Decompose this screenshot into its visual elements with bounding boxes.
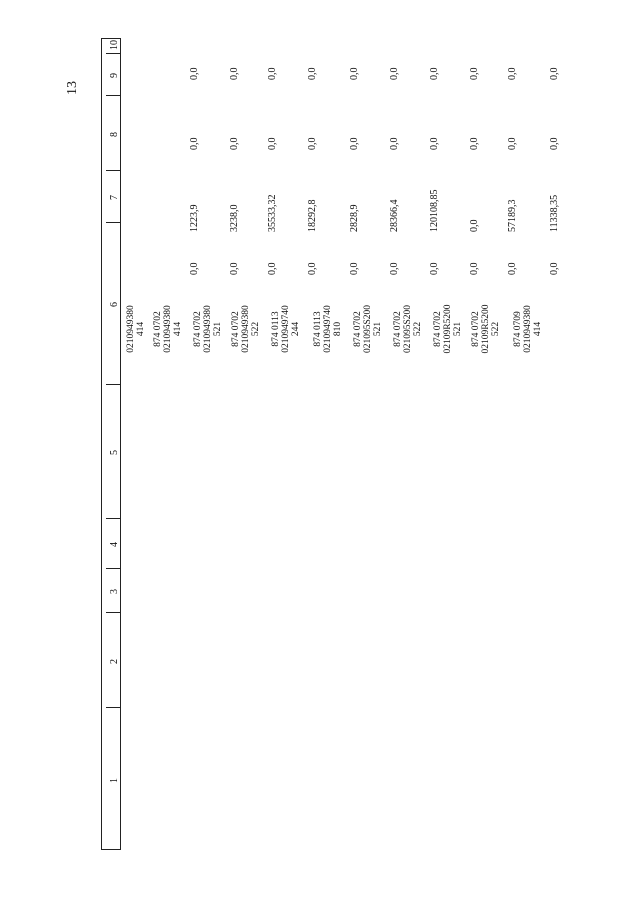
budget-code-line: 522	[413, 321, 424, 337]
budget-code-cell	[393, 286, 424, 372]
value-cell-col8: 11338,35	[549, 194, 560, 232]
budget-code-line: 0210949380	[523, 305, 534, 353]
budget-code-line: 874 0702	[433, 311, 443, 347]
budget-code-line: 0210949740	[323, 305, 334, 353]
page-number: 13	[65, 81, 80, 95]
budget-code-cell	[353, 286, 384, 372]
budget-code-line: 521	[213, 321, 224, 337]
value-cell-col9: 0,0	[349, 137, 360, 150]
value-cell-col9: 0,0	[189, 137, 200, 150]
budget-code-cell	[126, 286, 146, 372]
budget-code-line: 414	[136, 321, 147, 337]
value-cell-col9: 0,0	[307, 137, 318, 150]
budget-code-line: 02109R5200	[481, 304, 492, 354]
value-cell-col8: 3238,0	[229, 204, 240, 232]
column-header: 10	[109, 39, 120, 50]
column-divider	[106, 384, 120, 385]
budget-code-cell	[271, 286, 302, 372]
budget-code-line: 874 0702	[353, 311, 363, 347]
value-cell-col10: 0,0	[349, 67, 360, 80]
column-divider	[106, 518, 120, 519]
budget-code-line: 0210949740	[281, 305, 292, 353]
value-cell-col10: 0,0	[389, 67, 400, 80]
value-cell-col9: 0,0	[229, 137, 240, 150]
value-cell-col8: 0,0	[469, 219, 480, 232]
budget-code-line: 0210949380	[241, 305, 252, 353]
budget-code-cell	[153, 286, 184, 372]
value-cell-col7: 0,0	[307, 262, 318, 275]
value-cell-col7: 0,0	[349, 262, 360, 275]
value-cell-col9: 0,0	[389, 137, 400, 150]
value-cell-col9: 0,0	[549, 137, 560, 150]
budget-code-line: 874 0113	[271, 311, 281, 347]
budget-code-line: 021095S200	[363, 304, 374, 354]
value-cell-col8: 18292,8	[307, 199, 318, 232]
budget-code-line: 414	[173, 321, 184, 337]
budget-code-cell	[471, 286, 502, 372]
column-header: 6	[109, 302, 120, 307]
value-cell-col9: 0,0	[469, 137, 480, 150]
budget-code-line: 521	[373, 321, 384, 337]
budget-code-line: 02109R5200	[443, 304, 454, 354]
budget-code-cell	[231, 286, 262, 372]
value-cell-col7: 0,0	[429, 262, 440, 275]
value-cell-col7: 0,0	[469, 262, 480, 275]
budget-code-line: 874 0702	[471, 311, 481, 347]
budget-code-line: 0210949380	[203, 305, 214, 353]
column-header: 9	[109, 73, 120, 78]
column-divider	[106, 170, 120, 171]
column-divider	[106, 95, 120, 96]
value-cell-col10: 0,0	[549, 67, 560, 80]
column-header: 2	[109, 658, 120, 664]
column-divider	[106, 222, 120, 223]
value-cell-col10: 0,0	[307, 67, 318, 80]
budget-code-line: 874 0702	[231, 311, 241, 347]
value-cell-col9: 0,0	[267, 137, 278, 150]
column-divider	[106, 53, 120, 54]
value-cell-col10: 0,0	[469, 67, 480, 80]
column-header: 5	[109, 450, 120, 455]
budget-code-line: 874 0709	[513, 311, 523, 347]
budget-code-cell	[513, 286, 544, 372]
budget-code-line: 874 0702	[393, 311, 403, 347]
value-cell-col8: 120108,85	[429, 189, 440, 232]
budget-code-line: 522	[251, 321, 262, 337]
budget-code-cell	[193, 286, 224, 372]
budget-code-line: 021095S200	[403, 304, 414, 354]
value-cell-col8: 1223,9	[189, 204, 200, 232]
budget-code-cell	[313, 286, 344, 372]
column-header: 7	[109, 195, 120, 200]
budget-code-line: 244	[291, 321, 302, 337]
value-cell-col7: 0,0	[229, 262, 240, 275]
budget-code-line: 874 0113	[313, 311, 323, 347]
budget-code-cell	[433, 286, 464, 372]
budget-code-line: 874 0702	[193, 311, 203, 347]
column-header: 3	[109, 589, 120, 594]
value-cell-col8: 2828,9	[349, 204, 360, 232]
value-cell-col7: 0,0	[389, 262, 400, 275]
value-cell-col7: 0,0	[507, 262, 518, 275]
budget-code-line: 521	[453, 321, 464, 337]
budget-code-line: 0210949380	[126, 305, 136, 353]
column-divider	[106, 707, 120, 708]
value-cell-col9: 0,0	[507, 137, 518, 150]
value-cell-col10: 0,0	[507, 67, 518, 80]
value-cell-col8: 57189,3	[507, 199, 518, 232]
value-cell-col8: 28366,4	[389, 199, 400, 232]
value-cell-col7: 0,0	[549, 262, 560, 275]
budget-code-line: 522	[491, 321, 502, 337]
value-cell-col10: 0,0	[229, 67, 240, 80]
value-cell-col9: 0,0	[429, 137, 440, 150]
value-cell-col10: 0,0	[429, 67, 440, 80]
value-cell-col10: 0,0	[189, 67, 200, 80]
budget-code-line: 874 0702	[153, 311, 163, 347]
column-divider	[106, 612, 120, 613]
budget-code-line: 414	[533, 321, 544, 337]
budget-code-line: 0210949380	[163, 305, 174, 353]
budget-code-line: 810	[333, 321, 344, 337]
column-divider	[106, 568, 120, 569]
value-cell-col7: 0,0	[267, 262, 278, 275]
column-header: 8	[109, 131, 120, 137]
column-header: 1	[109, 777, 120, 783]
column-header: 4	[109, 542, 120, 547]
value-cell-col8: 35533,32	[267, 194, 278, 232]
value-cell-col7: 0,0	[189, 262, 200, 275]
value-cell-col10: 0,0	[267, 67, 278, 80]
